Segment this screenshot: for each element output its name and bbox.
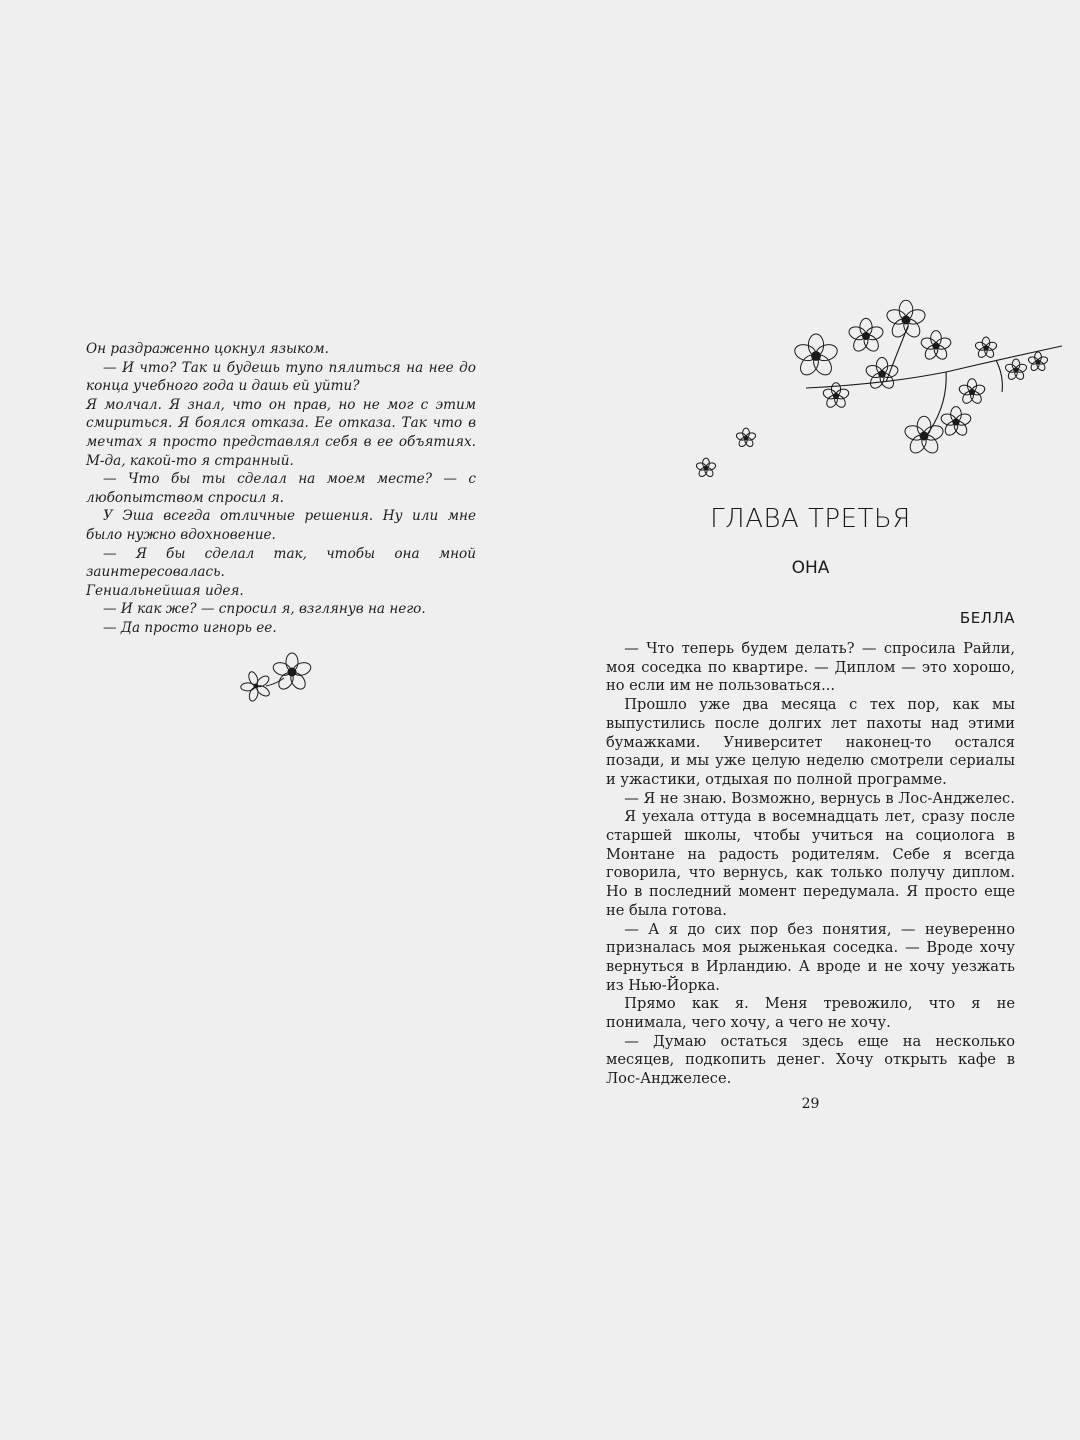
blossom-flower [974, 337, 997, 359]
paragraph: Я молчал. Я знал, что он прав, но не мог с этим смириться. Я боялся отказа. Ее отказа. Так что в мечтах я просто представлял себя в ее объятиях. М-да, какой-то я странный. [86, 396, 476, 469]
blossom-flower [865, 358, 900, 391]
blossom-flower [793, 334, 840, 378]
flower-sprig-icon [230, 650, 320, 710]
blossom-flower [958, 379, 986, 406]
left-page-text [86, 340, 476, 638]
blossom-flower [940, 407, 973, 438]
chapter-title: ГЛАВА ТРЕТЬЯ [710, 504, 911, 534]
paragraph: Прямо как я. Меня тревожило, что я не понимала, чего хочу, а чего не хочу. [606, 995, 1015, 1032]
paragraph: — И что? Так и будешь тупо пялиться на нее до конца учебного года и дашь ей уйти? [86, 359, 476, 395]
blossom-flower [695, 458, 716, 478]
blossom-flower [920, 331, 953, 362]
paragraph: Гениальнейшая идея. [86, 582, 244, 599]
paragraph: — Я бы сделал так, чтобы она мной заинтересовалась. [86, 545, 476, 581]
right-page-text [606, 640, 1015, 1089]
paragraph: Прошло уже два месяца с тех пор, как мы выпустились после долгих лет пахоты над этими бумажками. Университет наконец-то остался позади, и мы уже целую неделю смотрели сериалы и ужастики, отдыхая по полной программе. [606, 696, 1015, 788]
blossom-flower [847, 318, 884, 353]
paragraph: — Да просто игнорь ее. [103, 619, 277, 636]
paragraph: Я уехала оттуда в восемнадцать лет, сразу после старшей школы, чтобы учиться на социолога в Монтане на радость родителям. Себе я всегда говорила, что вернусь, как только получу диплом. Но в последний момент передумала. Я просто еще не была готова. [606, 808, 1015, 919]
paragraph: Он раздраженно цокнул языком. [86, 341, 329, 357]
page-number: 29 [801, 1096, 820, 1112]
blossom-flower [1004, 359, 1027, 381]
paragraph: — А я до сих пор без понятия, — неуверенно призналась моя рыженькая соседка. — Вроде хочу вернуться в Ирландию. А вроде и не хочу уезжать из Нью-Йорка. [606, 920, 1015, 994]
blossom-flower [1027, 352, 1048, 372]
paragraph: — Я не знаю. Возможно, вернусь в Лос-Анджелес. [624, 789, 1015, 807]
paragraph: У Эша всегда отличные решения. Ну или мне было нужно вдохновение. [86, 508, 476, 543]
paragraph: — Думаю остаться здесь еще на несколько месяцев, подкопить денег. Хочу открыть кафе в Лос-Анджелесе. [606, 1032, 1015, 1088]
blossom-flower [903, 416, 945, 456]
paragraph: — Что бы ты сделал на моем месте? — с любопытством спросил я. [86, 471, 476, 506]
blossom-flower [885, 300, 927, 340]
narrator-name: БЕЛЛА [959, 609, 1015, 627]
blossom-flower [735, 428, 756, 448]
paragraph: — И как же? — спросил я, взглянув на него. [103, 601, 426, 618]
chapter-subtitle: ОНА [791, 558, 830, 578]
cherry-blossom-branch-icon [686, 296, 1066, 496]
paragraph: — Что теперь будем делать? — спросила Райли, моя соседка по квартире. — Диплом — это хорошо, но если им не пользоваться... [606, 640, 1015, 695]
